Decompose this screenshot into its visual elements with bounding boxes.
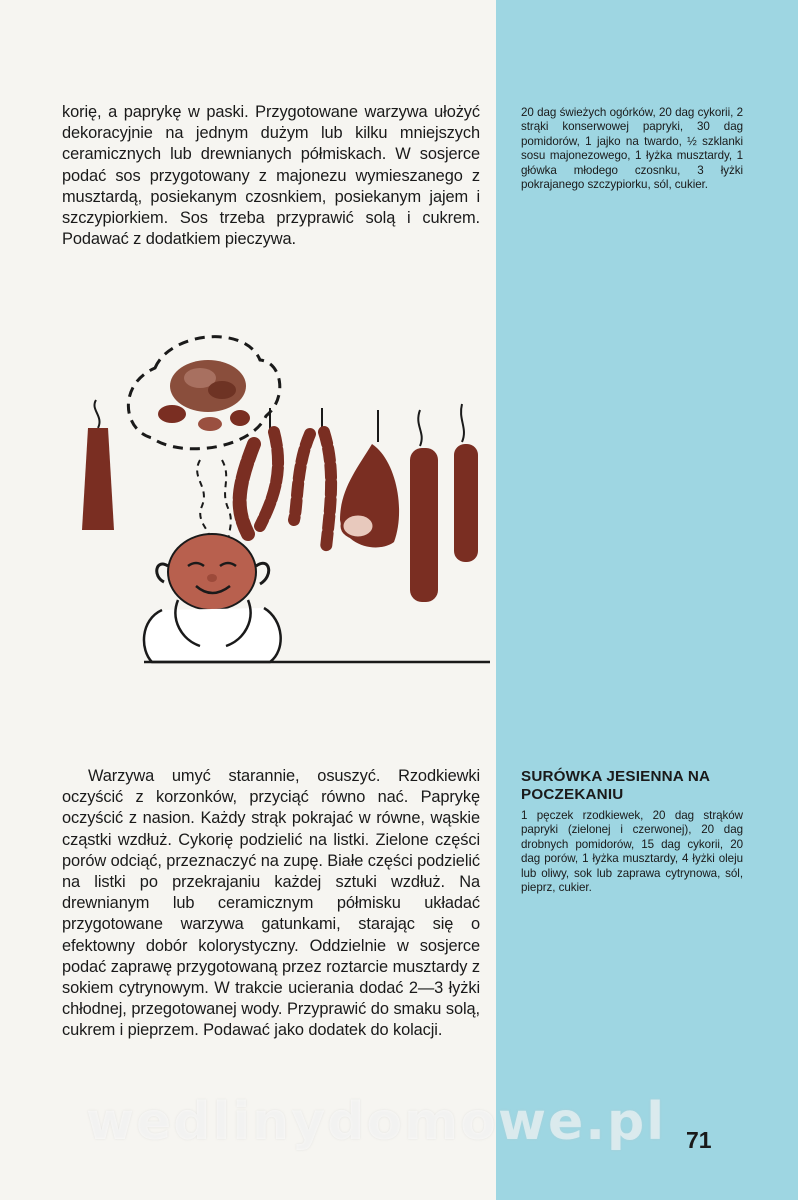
hanging-kielbasa-icon (454, 404, 478, 562)
recipe-instructions-top (62, 102, 480, 250)
watermark: wedlinydomowe.pl (86, 1092, 667, 1152)
dreamed-food-icon (158, 360, 250, 431)
ingredients-list-top: 20 dag świeżych ogórków, 20 dag cykorii, 2 strąki konserwowej papryki, 30 dag pomidorów, 1 jajko na twardo, ½ szklanki sosu majonezowego, 1 łyżka musztardy, 1 główka młodego czosnku, 3 łyżki pokrajanego szczypiorku, sól, cukier. (521, 106, 743, 192)
illustration-dreaming-of-sausages (60, 320, 490, 680)
page-number: 71 (686, 1127, 712, 1153)
recipe-block (521, 768, 743, 895)
ingredients-list: 1 pęczek rzodkiewek, 20 dag strąków papryki (zielonej i czerwonej), 20 dag drobnych pomidorów, 15 dag cykorii, 20 dag porów, 1 łyżka musztardy, 4 łyżki oleju lub oliwy, sok lub zaprawa cytrynowa, sól, pieprz, cukier. (521, 809, 743, 895)
paragraph: korię, a paprykę w paski. Przygotowane warzywa ułożyć dekoracyjnie na jednym dużym lub kilku mniejszych ceramicznych lub drewnianych półmiskach. W sosjerce podać sos przygotowany z majonezu wymieszanego z musztardą, posiekanym czosnkiem, posiekanym jajem i szczypiorkiem. Sos trzeba przyprawić solą i cukrem. Podawać z dodatkiem pieczywa. (62, 103, 480, 249)
dreaming-man-icon (144, 534, 281, 662)
paragraph: Warzywa umyć starannie, osuszyć. Rzodkiewki oczyścić z korzonków, przyciąć równo nać. Paprykę oczyścić z nasion. Każdy strąk pokrajać w równe, wąskie cząstki wzdłuż. Cykorię podzielić na listki. Zielone części porów odciąć, przeznaczyć na zupę. Białe części podzielić na listki po przekrajaniu każdej sztuki wzdłuż. Na drewnianym lub ceramicznym półmisku układać przygotowane warzywa gatunkami, starając się o efektowny dobór kolorystyczny. Oddzielnie w sosjerce podać zaprawę przygotowaną przez roztarcie musztardy z sokiem cytrynowym. W trakcie ucierania dodać 2—3 łyżki chłodnej, przegotowanej wody. Przyprawić do smaku solą, cukrem i pieprzem. Podawać jako dodatek do kolacji. (62, 767, 480, 1040)
hanging-sausage-icon (82, 400, 114, 530)
hanging-link-sausages-icon (294, 408, 331, 548)
hanging-salami-icon (410, 410, 438, 602)
hanging-ham-icon (340, 410, 399, 547)
recipe-instructions-bottom (62, 766, 480, 1042)
recipe-title: SURÓWKA JESIENNA NA POCZEKANIU (521, 768, 710, 803)
